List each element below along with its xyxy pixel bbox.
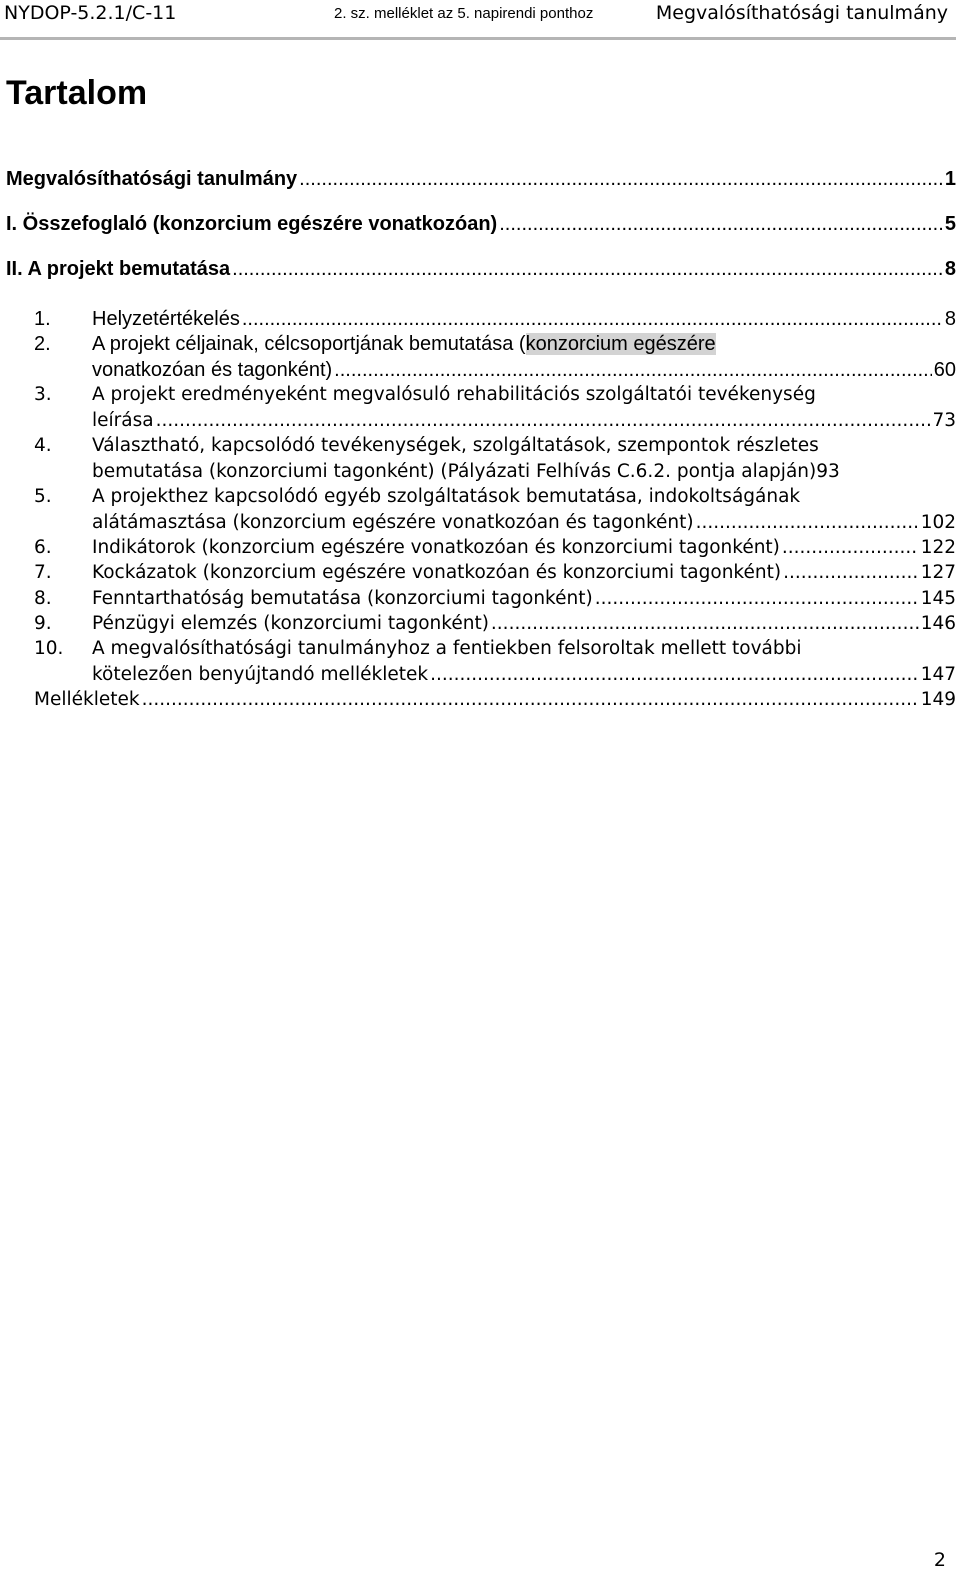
toc-entry-title-line2: bemutatása (konzorciumi tagonként) (Pályázati Felhívás C.6.2. pontja alapján) (92, 461, 817, 482)
dot-leader (156, 410, 931, 431)
dot-leader (491, 613, 919, 634)
dot-leader (232, 258, 943, 281)
dot-leader (334, 359, 932, 382)
toc-entry[interactable] (34, 537, 956, 563)
toc-entry-title-line2: alátámasztása (konzorcium egészére vonatkozóan és tagonként) (92, 512, 694, 533)
highlighted-text: konzorcium egészére (525, 333, 716, 355)
toc-entry[interactable] (34, 613, 956, 639)
dot-leader (696, 512, 919, 533)
toc-page-number: 8 (944, 258, 956, 280)
toc-entry-title: Fenntarthatóság bemutatása (konzorciumi tagonként) (92, 588, 593, 609)
toc-heading: Tartalom (6, 74, 148, 112)
toc-page-number: 149 (920, 689, 956, 710)
toc-entry[interactable] (34, 689, 956, 715)
toc-entry-title: Kockázatok (konzorcium egészére vonatkozóan és konzorciumi tagonként) (92, 562, 782, 583)
toc-entry[interactable] (34, 384, 956, 436)
toc-entry-number: 8. (34, 588, 52, 609)
attachment-note: 2. sz. melléklet az 5. napirendi ponthoz (334, 5, 594, 22)
toc-entry[interactable] (6, 213, 956, 239)
toc-page-number: 93 (816, 461, 840, 482)
dot-leader (782, 537, 919, 558)
toc-entry-title: Megvalósíthatósági tanulmány (6, 168, 298, 190)
toc-entry-number: 5. (34, 486, 52, 507)
toc-entry-title: Helyzetértékelés (92, 308, 240, 330)
toc-entry[interactable] (34, 486, 956, 538)
toc-entry-number: 7. (34, 562, 52, 583)
toc-page-number: 145 (920, 588, 956, 609)
toc-page-number: 102 (920, 512, 956, 533)
toc-entry-number: 3. (34, 384, 52, 405)
page-header (0, 0, 960, 40)
toc-page-number: 127 (920, 562, 956, 583)
page-number: 2 (933, 1549, 946, 1571)
toc-entry-title-line1: A projekt céljainak, célcsoportjának bemutatása (konzorcium egészére (92, 333, 716, 355)
toc-page-number: 60 (933, 359, 956, 381)
dot-leader (299, 168, 943, 191)
toc-entry-title: I. Összefoglaló (konzorcium egészére vonatkozóan) (6, 213, 498, 235)
toc-entry-title: II. A projekt bemutatása (6, 258, 231, 280)
toc-entry-number: 9. (34, 613, 52, 634)
toc-page-number: 147 (920, 664, 956, 685)
dot-leader (142, 689, 919, 710)
toc-entry-number: 6. (34, 537, 52, 558)
toc-entry[interactable] (34, 333, 956, 385)
dot-leader (595, 588, 919, 609)
toc-entry-title-line1: A projekthez kapcsolódó egyéb szolgáltatások bemutatása, indokoltságának (92, 486, 801, 507)
toc-page-number: 73 (932, 410, 956, 431)
toc-page-number: 5 (944, 213, 956, 235)
toc-entry-number: 4. (34, 435, 52, 456)
toc-entry[interactable] (34, 308, 956, 334)
toc-entry-title-line1: A projekt eredményeként megvalósuló rehabilitációs szolgáltatói tevékenység (92, 384, 816, 405)
toc-entry[interactable] (6, 258, 956, 284)
document-code: NYDOP-5.2.1/C-11 (4, 2, 177, 24)
toc-entry-title: Mellékletek (34, 689, 140, 710)
toc-entry-title-line2: leírása (92, 410, 154, 431)
toc-entry-title-line2: vonatkozóan és tagonként) (92, 359, 333, 381)
toc-entry-title-line2: kötelezően benyújtandó mellékletek (92, 664, 429, 685)
toc-page-number: 8 (944, 308, 956, 330)
header-document-title: Megvalósíthatósági tanulmány (655, 2, 948, 24)
dot-leader (783, 562, 919, 583)
dot-leader (242, 308, 943, 331)
dot-leader (430, 664, 919, 685)
toc-entry-number: 1. (34, 308, 51, 330)
toc-entry[interactable] (34, 638, 956, 690)
toc-page-number: 122 (920, 537, 956, 558)
toc-entry[interactable] (34, 435, 956, 487)
toc-entry-number: 10. (34, 638, 64, 659)
dot-leader (499, 213, 943, 236)
toc-entry-title-line1: A megvalósíthatósági tanulmányhoz a fentiekben felsoroltak mellett további (92, 638, 802, 659)
toc-page-number: 146 (920, 613, 956, 634)
header-divider (0, 37, 956, 40)
toc-entry-number: 2. (34, 333, 51, 355)
toc-entry[interactable] (34, 562, 956, 588)
toc-page-number: 1 (944, 168, 956, 190)
toc-entry[interactable] (34, 588, 956, 614)
toc-entry[interactable] (6, 168, 956, 194)
toc-entry-title: Indikátorok (konzorcium egészére vonatkozóan és konzorciumi tagonként) (92, 537, 780, 558)
toc-entry-title-line1: Választható, kapcsolódó tevékenységek, szolgáltatások, szempontok részletes (92, 435, 819, 456)
toc-entry-title: Pénzügyi elemzés (konzorciumi tagonként) (92, 613, 489, 634)
